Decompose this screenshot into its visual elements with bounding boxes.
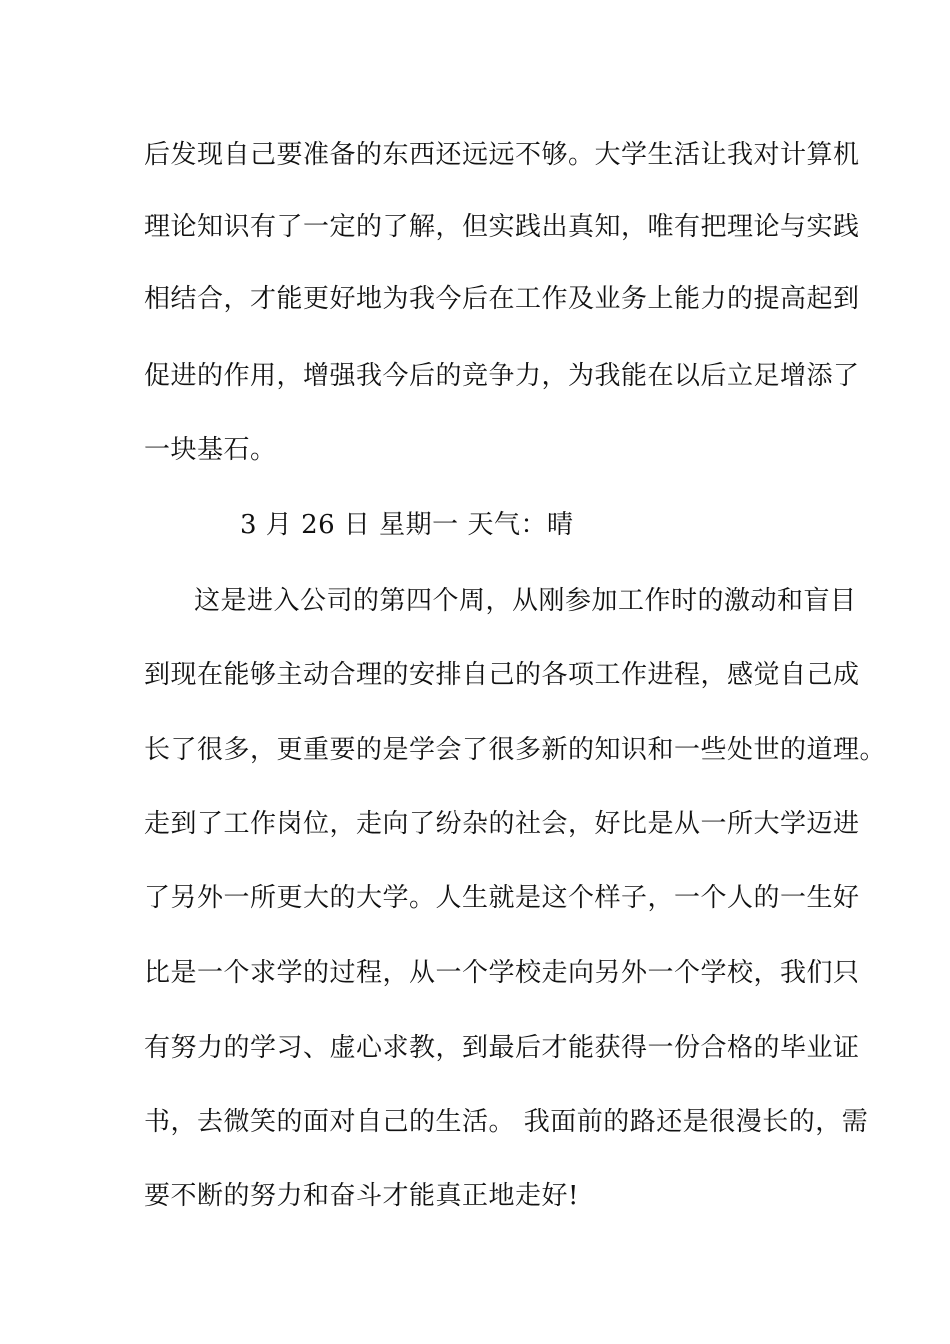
paragraph-2-line-3: 长了很多，更重要的是学会了很多新的知识和一些处世的道理。: [144, 735, 887, 765]
diary-date-heading: 3 月 26 日 星期一 天气：晴: [240, 510, 574, 540]
paragraph-2-line-9: 要不断的努力和奋斗才能真正地走好!: [144, 1181, 579, 1211]
paragraph-1-line-2: 理论知识有了一定的了解，但实践出真知，唯有把理论与实践: [144, 212, 860, 242]
paragraph-1-line-1: 后发现自己要准备的东西还远远不够。大学生活让我对计算机: [144, 140, 860, 170]
paragraph-2-line-7: 有努力的学习、虚心求教，到最后才能获得一份合格的毕业证: [144, 1033, 860, 1063]
paragraph-2-line-8: 书，去微笑的面对自己的生活。 我面前的路还是很漫长的，需: [144, 1107, 869, 1137]
paragraph-1-line-4: 促进的作用，增强我今后的竞争力，为我能在以后立足增添了: [144, 361, 860, 391]
paragraph-1-line-3: 相结合，才能更好地为我今后在工作及业务上能力的提高起到: [144, 284, 860, 314]
paragraph-2-line-4: 走到了工作岗位，走向了纷杂的社会，好比是从一所大学迈进: [144, 809, 860, 839]
paragraph-2-line-2: 到现在能够主动合理的安排自己的各项工作进程，感觉自己成: [144, 660, 860, 690]
paragraph-2-line-6: 比是一个求学的过程，从一个学校走向另外一个学校，我们只: [144, 958, 860, 988]
paragraph-2-line-1: 这是进入公司的第四个周，从刚参加工作时的激动和盲目: [194, 586, 857, 616]
paragraph-2-line-5: 了另外一所更大的大学。人生就是这个样子，一个人的一生好: [144, 883, 860, 913]
paragraph-1-line-5: 一块基石。: [144, 435, 277, 465]
